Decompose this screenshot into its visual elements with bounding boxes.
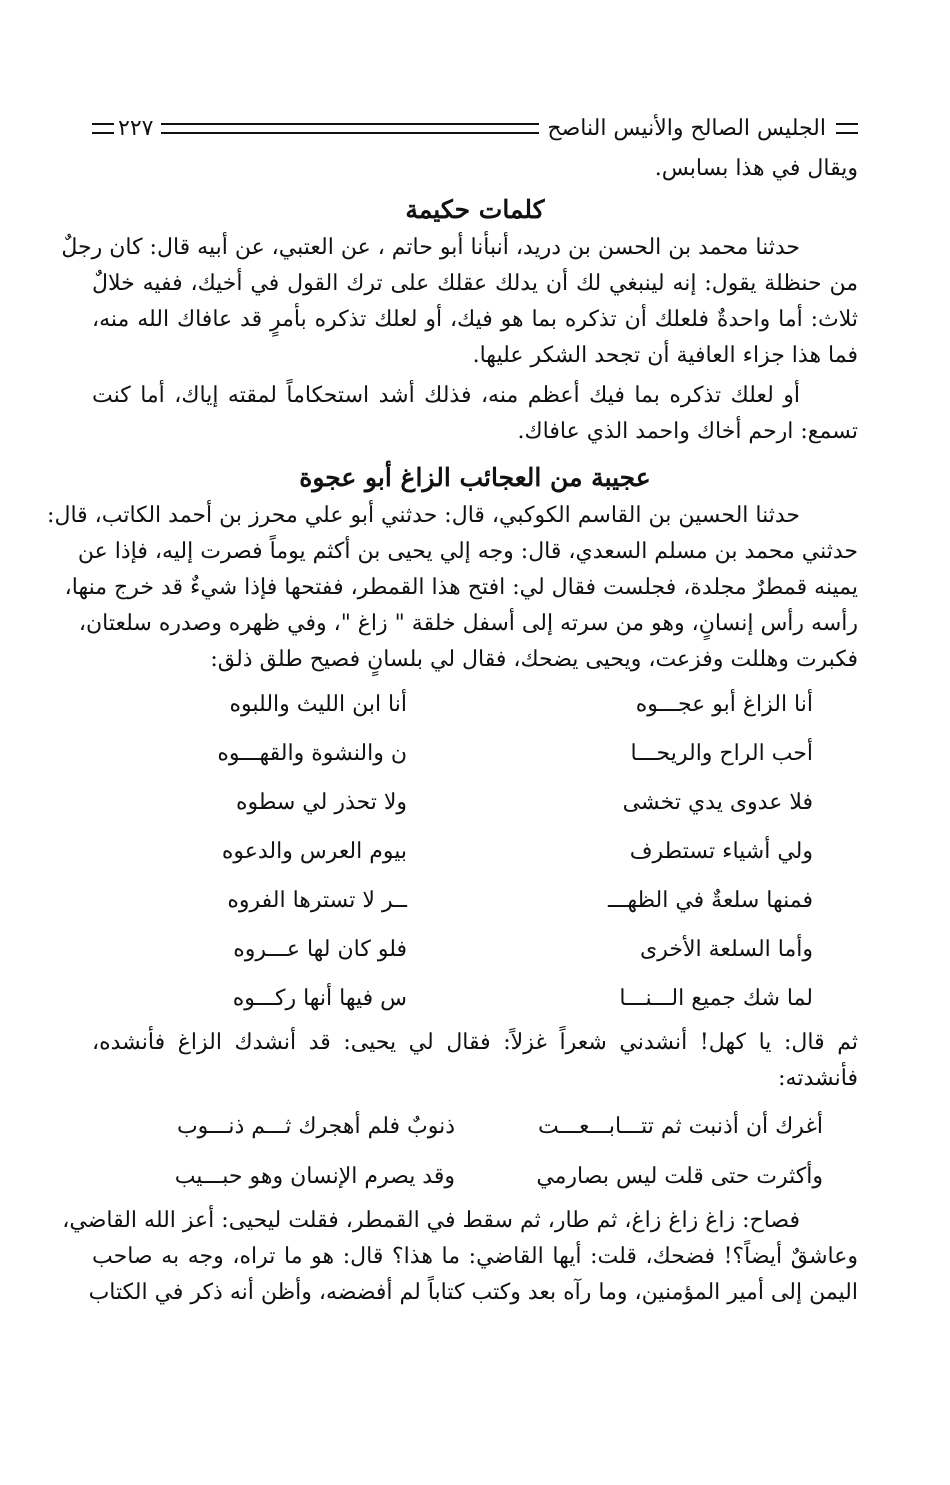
header-rule — [161, 123, 539, 134]
verse-first-hemistich: لما شك جميع الـــنـــا — [619, 986, 813, 1011]
verse-first-hemistich: وأكثرت حتى قلت ليس بصارمي — [536, 1163, 823, 1189]
text-line: من حنظلة يقول: إنه لينبغي لك أن يدلك عقلك على ترك القول في أخيك، ففيه خلالٌ — [92, 271, 858, 296]
verse-first-hemistich: فلا عدوى يدي تخشى — [622, 790, 813, 815]
verse-first-hemistich: ولي أشياء تستطرف — [629, 839, 813, 864]
poem-verse — [92, 729, 858, 778]
poem-verse — [92, 1151, 858, 1201]
verse-second-hemistich: س فيها أنها ركـــوه — [232, 986, 407, 1011]
verse-first-hemistich: أحب الراح والريحـــا — [630, 741, 813, 766]
section-heading-wise-words: كلمات حكيمة — [405, 195, 545, 224]
poem-ghazal — [92, 1101, 858, 1201]
header-ornament-right — [836, 123, 858, 134]
text-line: فما هذا جزاء العافية أن تجحد الشكر عليها. — [472, 343, 858, 368]
text-line: وعاشقٌ أيضاً؟! فضحك، قلت: أيها القاضي: ما هذا؟ قال: هو ما تراه، وجه به صاحب — [92, 1244, 858, 1269]
text-line: يمينه قمطرٌ مجلدة، فجلست فقال لي: افتح هذا القمطر، ففتحها فإذا شيءٌ قد خرج منها، — [64, 575, 858, 600]
verse-second-hemistich: بيوم العرس والدعوه — [221, 839, 407, 864]
opening-line: ويقال في هذا بسابس. — [654, 156, 858, 181]
text-line: حدثنا الحسين بن القاسم الكوكبي، قال: حدثني أبو علي محرز بن أحمد الكاتب، قال: — [47, 503, 800, 528]
verse-second-hemistich: فلو كان لها عـــروه — [233, 937, 407, 962]
verse-second-hemistich: ــر لا تسترها الفروه — [227, 888, 407, 913]
verse-second-hemistich: ن والنشوة والقهـــوه — [217, 741, 407, 766]
poem-verse — [92, 1101, 858, 1151]
closing-text — [62, 1203, 858, 1311]
text-line: حدثني محمد بن مسلم السعدي، قال: وجه إلي يحيى بن أكثم يوماً فصرت إليه، فإذا عن — [77, 539, 858, 564]
verse-first-hemistich: فمنها سلعةٌ في الظهـــ — [607, 888, 813, 913]
poem-verse — [92, 827, 858, 876]
verse-second-hemistich: ولا تحذر لي سطوه — [235, 790, 407, 815]
after-poem-text — [92, 1025, 858, 1097]
poem-verse — [92, 876, 858, 925]
section-heading-marvel: عجيبة من العجائب الزاغ أبو عجوة — [299, 463, 651, 492]
text-line: رأسه رأس إنسانٍ، وهو من سرته إلى أسفل خلقة " زاغ "، وفي ظهره وصدره سلعتان، — [78, 611, 858, 636]
text-line: تسمع: ارحم أخاك واحمد الذي عافاك. — [517, 419, 858, 444]
section-wise-words-text — [61, 230, 858, 450]
header-ornament-left — [92, 123, 114, 134]
text-line: اليمن إلى أمير المؤمنين، وما رآه بعد وكتب كتاباً لم أفضضه، وأظن أنه ذكر في الكتاب — [88, 1280, 858, 1305]
verse-second-hemistich: أنا ابن الليث واللبوه — [229, 692, 407, 717]
text-line: ثلاث: أما واحدةٌ فلعلك أن تذكره بما هو فيك، أو لعلك تذكره بأمرٍ قد عافاك الله منه، — [92, 307, 858, 332]
header-title: الجليس الصالح والأنيس الناصح — [547, 115, 826, 141]
poem-zagh — [92, 680, 858, 1023]
text-line: فصاح: زاغ زاغ زاغ، ثم طار، ثم سقط في القمطر، فقلت ليحيى: أعز الله القاضي، — [62, 1208, 800, 1233]
poem-verse — [92, 680, 858, 729]
verse-second-hemistich: وقد يصرم الإنسان وهو حبـــيب — [174, 1163, 455, 1189]
text-line: أو لعلك تذكره بما فيك أعظم منه، فذلك أشد استحكاماً لمقته إياك، أما كنت — [92, 383, 800, 408]
page-body — [47, 152, 858, 1311]
text-line: حدثنا محمد بن الحسن بن دريد، أنبأنا أبو حاتم ، عن العتبي، عن أبيه قال: كان رجلٌ — [61, 235, 800, 260]
verse-first-hemistich: أغرك أن أذنبت ثم تتـــابـــعـــت — [538, 1113, 823, 1139]
text-line: فأنشدته: — [778, 1066, 858, 1091]
section-marvel-text — [47, 498, 858, 678]
poem-verse — [92, 925, 858, 974]
text-line: ثم قال: يا كهل! أنشدني شعراً غزلاً: فقال لي يحيى: قد أنشدك الزاغ فأنشده، — [92, 1030, 858, 1055]
verse-second-hemistich: ذنوبٌ فلم أهجرك ثـــم ذنـــوب — [176, 1113, 455, 1139]
text-line: فكبرت وهللت وفزعت، ويحيى يضحك، فقال لي بلسانٍ فصيح طلق ذلق: — [210, 647, 858, 672]
poem-verse — [92, 974, 858, 1023]
page-number: ٢٢٧ — [118, 115, 154, 141]
verse-first-hemistich: وأما السلعة الأخرى — [640, 937, 813, 962]
verse-first-hemistich: أنا الزاغ أبو عجـــوه — [635, 692, 813, 717]
running-header — [92, 110, 858, 146]
poem-verse — [92, 778, 858, 827]
